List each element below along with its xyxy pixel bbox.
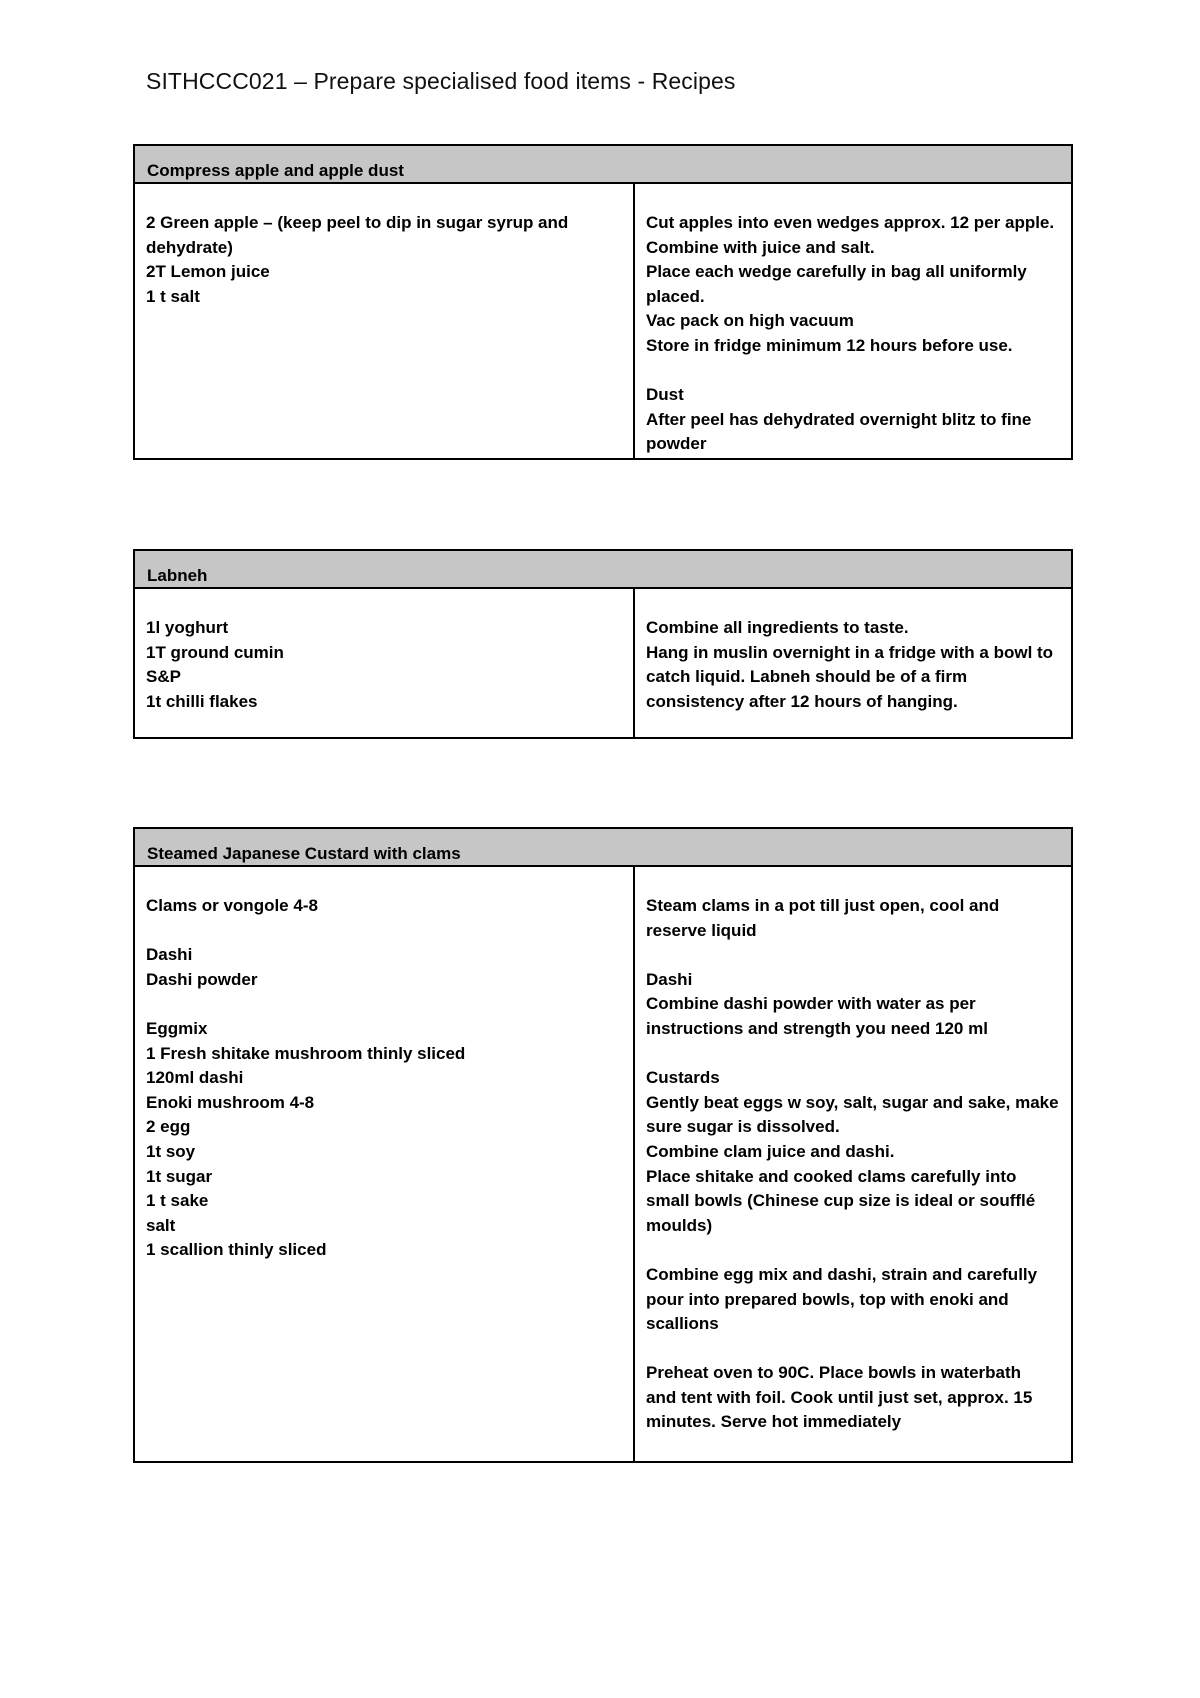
ingredient-line: 1l yoghurt: [146, 618, 229, 637]
method-line: Combine with juice and salt.: [646, 237, 875, 257]
ingredients-column: [135, 184, 635, 458]
ingredient-line: 2 egg: [146, 1117, 191, 1137]
method-line: catch liquid. Labneh should be of a firm: [646, 667, 968, 687]
method-line: Preheat oven to 90C. Place bowls in waterbath: [646, 1363, 1022, 1383]
method-line: moulds): [646, 1215, 713, 1235]
recipe-table-labneh: [133, 549, 1073, 739]
method-line: [646, 1042, 1061, 1067]
method-line: instructions and strength you need 120 ml: [646, 1018, 988, 1038]
recipe-title: Compress apple and apple dust: [135, 146, 1071, 184]
method-line: Combine all ingredients to taste.: [646, 618, 909, 637]
method-line: Dashi: [646, 969, 693, 989]
method-column: [635, 184, 1071, 458]
ingredient-line: 2T Lemon juice: [146, 262, 270, 282]
method-line: After peel has dehydrated overnight blitz to fine: [646, 409, 1032, 429]
method-line: Dust: [646, 385, 684, 405]
ingredient-line: Dashi: [146, 945, 193, 965]
method-line: Combine clam juice and dashi.: [646, 1141, 895, 1161]
ingredient-line: 1 Fresh shitake mushroom thinly sliced: [146, 1043, 466, 1063]
method-line: [646, 359, 1061, 384]
method-line: Combine egg mix and dashi, strain and carefully: [646, 1264, 1038, 1284]
ingredient-line: salt: [146, 1215, 176, 1235]
ingredient-line: 1 t salt: [146, 286, 200, 306]
ingredient-line: Enoki mushroom 4-8: [146, 1092, 315, 1112]
page-title: SITHCCC021 – Prepare specialised food items - Recipes: [146, 68, 736, 94]
method-line: Place each wedge carefully in bag all uniformly: [646, 262, 1027, 282]
ingredient-line: S&P: [146, 667, 181, 687]
ingredient-line: 1t sugar: [146, 1166, 213, 1186]
method-line: and tent with foil. Cook until just set, approx. 15: [646, 1387, 1033, 1407]
recipe-table-compress-apple: [133, 144, 1073, 460]
method-line: powder: [646, 434, 707, 454]
method-line: [646, 1238, 1061, 1263]
method-column: [635, 867, 1071, 1461]
method-line: sure sugar is dissolved.: [646, 1117, 840, 1137]
method-line: Steam clams in a pot till just open, cool and: [646, 896, 1000, 915]
method-line: consistency after 12 hours of hanging.: [646, 691, 958, 711]
ingredient-line: dehydrate): [146, 237, 233, 257]
method-line: Hang in muslin overnight in a fridge with a bowl to: [646, 642, 1054, 662]
method-line: Place shitake and cooked clams carefully into: [646, 1166, 1017, 1186]
method-line: Vac pack on high vacuum: [646, 311, 854, 331]
ingredient-line: 1 scallion thinly sliced: [146, 1240, 327, 1260]
method-line: small bowls (Chinese cup size is ideal or soufflé: [646, 1191, 1036, 1211]
ingredient-line: Clams or vongole 4-8: [146, 896, 318, 915]
method-line: [646, 943, 1061, 968]
method-line: reserve liquid: [646, 920, 757, 940]
ingredient-line: Eggmix: [146, 1018, 208, 1038]
method-line: Combine dashi powder with water as per: [646, 994, 976, 1014]
method-line: Custards: [646, 1068, 720, 1088]
ingredient-line: [146, 992, 623, 1017]
method-line: pour into prepared bowls, top with enoki and: [646, 1289, 1009, 1309]
ingredient-line: 2 Green apple – (keep peel to dip in sugar syrup and: [146, 213, 569, 232]
ingredient-line: 120ml dashi: [146, 1068, 244, 1088]
ingredient-line: [146, 919, 623, 944]
ingredients-column: [135, 867, 635, 1461]
method-line: [646, 1337, 1061, 1362]
ingredient-line: 1T ground cumin: [146, 642, 284, 662]
method-line: Store in fridge minimum 12 hours before use.: [646, 335, 1013, 355]
ingredient-line: Dashi powder: [146, 969, 258, 989]
ingredient-line: 1t soy: [146, 1141, 196, 1161]
method-line: Cut apples into even wedges approx. 12 per apple.: [646, 213, 1055, 232]
ingredient-line: 1 t sake: [146, 1191, 209, 1211]
method-line: scallions: [646, 1314, 719, 1334]
method-column: [635, 589, 1071, 737]
ingredient-line: 1t chilli flakes: [146, 691, 258, 711]
recipe-title: Steamed Japanese Custard with clams: [135, 829, 1071, 867]
method-line: placed.: [646, 286, 705, 306]
recipe-table-japanese-custard: [133, 827, 1073, 1463]
method-line: Gently beat eggs w soy, salt, sugar and sake, make: [646, 1092, 1059, 1112]
recipe-title: Labneh: [135, 551, 1071, 589]
method-line: minutes. Serve hot immediately: [646, 1412, 902, 1432]
ingredients-column: [135, 589, 635, 737]
